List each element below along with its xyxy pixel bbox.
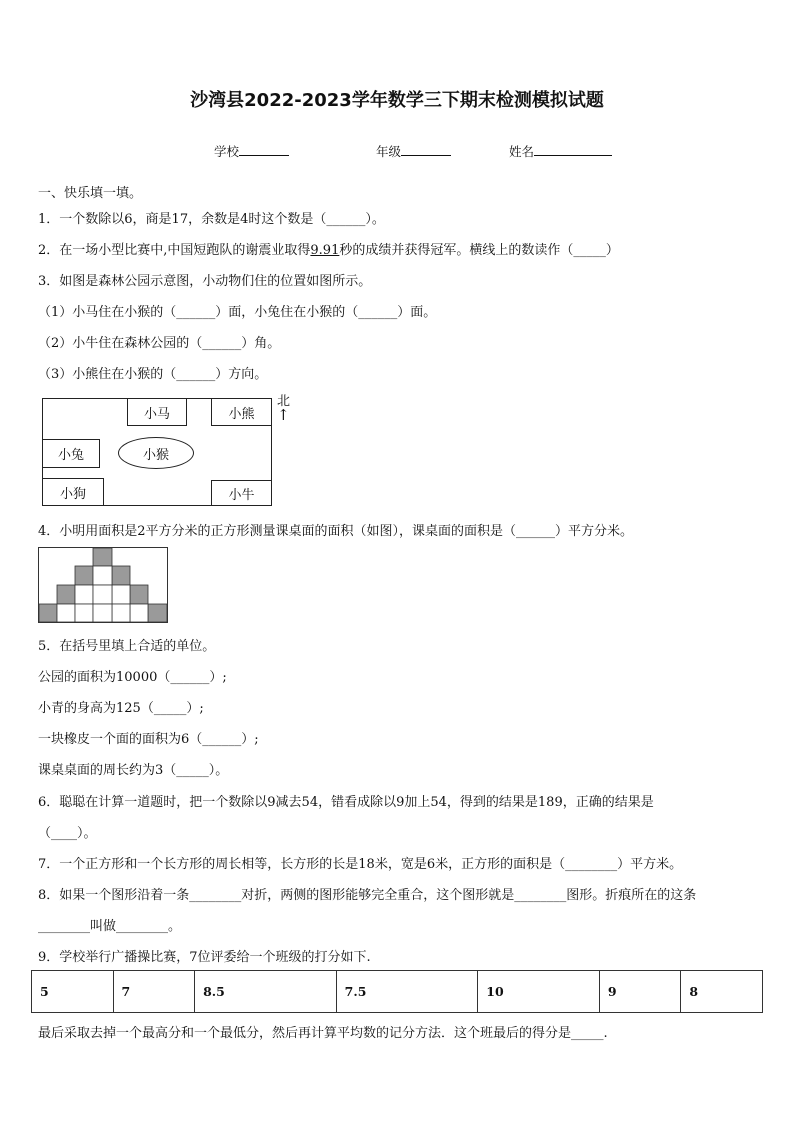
map-horse: 小马 bbox=[127, 398, 187, 426]
question-5-1: 公园的面积为10000（______）; bbox=[38, 670, 227, 685]
map-dog: 小狗 bbox=[42, 478, 104, 506]
desk-tiling-figure bbox=[38, 547, 168, 623]
question-7: 7．一个正方形和一个长方形的周长相等，长方形的长是18米，宽是6米，正方形的面积是（________）平方米。 bbox=[38, 857, 683, 872]
map-bear: 小熊 bbox=[211, 398, 272, 426]
question-2-post: 秒的成绩并获得冠军。横线上的数读作（_____） bbox=[339, 243, 619, 258]
tile bbox=[39, 604, 57, 622]
tile bbox=[112, 566, 130, 585]
tile bbox=[93, 548, 112, 566]
score-cell: 8 bbox=[681, 971, 763, 1013]
score-cell: 5 bbox=[32, 971, 114, 1013]
tile bbox=[130, 585, 148, 604]
score-table bbox=[31, 970, 763, 1013]
score-cell: 10 bbox=[478, 971, 600, 1013]
grade-label: 年级 bbox=[376, 144, 402, 159]
tile bbox=[75, 566, 93, 585]
question-2-pre: 2．在一场小型比赛中,中国短跑队的谢震业取得 bbox=[38, 243, 311, 258]
score-cell: 8.5 bbox=[195, 971, 337, 1013]
school-field bbox=[214, 142, 289, 160]
park-map bbox=[42, 398, 272, 506]
name-blank[interactable] bbox=[534, 142, 612, 156]
question-5-2: 小青的身高为125（_____）; bbox=[38, 701, 204, 716]
question-6: 6．聪聪在计算一道题时，把一个数除以9减去54，错看成除以9加上54，得到的结果是189，正确的结果是 bbox=[38, 795, 654, 810]
question-2 bbox=[38, 239, 619, 258]
question-8-cont: ________叫做________。 bbox=[38, 919, 182, 934]
score-cell: 7.5 bbox=[336, 971, 478, 1013]
north-label: 北 bbox=[277, 394, 291, 409]
map-rabbit: 小兔 bbox=[42, 439, 100, 468]
score-cell: 7 bbox=[113, 971, 195, 1013]
tile bbox=[148, 604, 167, 622]
question-3: 3．如图是森林公园示意图，小动物们住的位置如图所示。 bbox=[38, 274, 372, 289]
question-4: 4．小明用面积是2平方分米的正方形测量课桌面的面积（如图），课桌面的面积是（______）平方分米。 bbox=[38, 524, 634, 539]
question-9-tail: 最后采取去掉一个最高分和一个最低分，然后再计算平均数的记分方法．这个班最后的得分是_____. bbox=[38, 1026, 608, 1041]
question-2-number: 9.91 bbox=[310, 243, 340, 258]
question-1: 1．一个数除以6，商是17，余数是4时这个数是（______）。 bbox=[38, 212, 385, 227]
score-cell: 9 bbox=[599, 971, 681, 1013]
name-label: 姓名 bbox=[509, 144, 535, 159]
table-row bbox=[32, 971, 763, 1013]
question-6-answer: （____）。 bbox=[38, 826, 97, 841]
section-heading: 一、快乐填一填。 bbox=[38, 186, 143, 201]
question-9: 9．学校举行广播操比赛，7位评委给一个班级的打分如下. bbox=[38, 950, 371, 965]
map-cow: 小牛 bbox=[211, 480, 272, 506]
grade-blank[interactable] bbox=[401, 142, 451, 156]
name-field bbox=[509, 142, 612, 160]
grade-field bbox=[376, 142, 451, 160]
question-5-4: 课桌桌面的周长约为3（_____）。 bbox=[38, 763, 229, 778]
north-arrow-icon: ↑ bbox=[277, 406, 290, 424]
question-5-3: 一块橡皮一个面的面积为6（______）; bbox=[38, 732, 259, 747]
page-title: 沙湾县2022-2023学年数学三下期末检测模拟试题 bbox=[190, 90, 604, 111]
question-5: 5．在括号里填上合适的单位。 bbox=[38, 639, 216, 654]
question-3-3: （3）小熊住在小猴的（______）方向。 bbox=[38, 367, 268, 382]
school-label: 学校 bbox=[214, 144, 240, 159]
school-blank[interactable] bbox=[239, 142, 289, 156]
question-3-1: （1）小马住在小猴的（______）面，小兔住在小猴的（______）面。 bbox=[38, 305, 437, 320]
question-3-2: （2）小牛住在森林公园的（______）角。 bbox=[38, 336, 281, 351]
tile bbox=[57, 585, 75, 604]
question-8: 8．如果一个图形沿着一条________对折，两侧的图形能够完全重合，这个图形就是________图形。折痕所在的这条 bbox=[38, 888, 697, 903]
map-monkey: 小猴 bbox=[118, 437, 194, 469]
